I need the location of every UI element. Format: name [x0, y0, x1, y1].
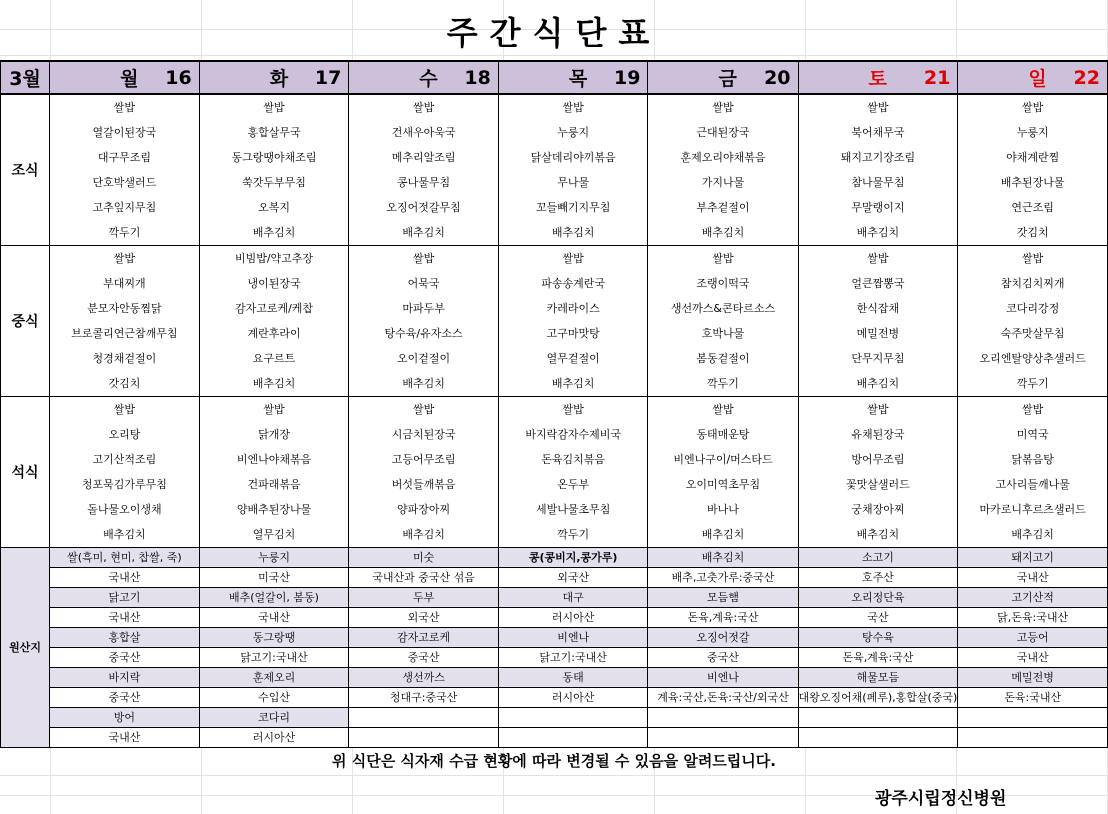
dish-item: 배추김치 — [856, 528, 900, 541]
origin-ingredient: 콩(콩비지,콩가루) — [498, 548, 648, 568]
dish-item: 연근조림 — [1011, 201, 1054, 214]
origin-ingredient: 대구 — [498, 588, 648, 608]
meal-row — [1, 246, 1108, 397]
dish-item: 감자고로케/케찹 — [234, 302, 314, 315]
origin-ingredient: 돼지고기 — [958, 548, 1108, 568]
dish-item: 쌀밥 — [712, 101, 734, 114]
dish-item: 배추김치 — [856, 226, 900, 239]
dish-item: 깍두기 — [1016, 377, 1049, 390]
dish-item: 단무지무침 — [851, 352, 905, 365]
dish-item: 북어채무국 — [851, 126, 905, 139]
dish-item: 돌나물오이생채 — [87, 503, 162, 516]
origin-country-row — [1, 648, 1108, 668]
meal-row — [1, 94, 1108, 246]
origin-ingredient: 코다리 — [199, 708, 349, 728]
dish-item: 비빔밥/약고추장 — [234, 252, 314, 265]
meal-label: 조식 — [1, 94, 50, 246]
dish-item: 오이겉절이 — [397, 352, 451, 365]
dish-item: 깍두기 — [557, 528, 590, 541]
dish-item: 카레라이스 — [546, 302, 600, 315]
origin-country: 국내산 — [958, 568, 1108, 588]
meal-cell — [648, 94, 798, 246]
hospital-name: 광주시립정신병원 — [875, 789, 1007, 809]
origin-ingredient: 바지락 — [50, 668, 200, 688]
dish-item: 참치김치찌개 — [1000, 277, 1065, 290]
origin-country: 호주산 — [798, 568, 958, 588]
day-header — [498, 61, 648, 94]
dish-item: 건새우아욱국 — [391, 126, 456, 139]
day-date: 19 — [614, 66, 641, 89]
origin-ingredient — [958, 708, 1108, 728]
day-name: 토 — [868, 68, 887, 90]
origin-country-row — [1, 688, 1108, 708]
dish-item: 배추김치 — [402, 377, 445, 390]
day-name: 화 — [269, 68, 289, 90]
dish-item: 탕수육/유자소스 — [384, 327, 463, 340]
dish-item: 닭볶음탕 — [1011, 453, 1054, 466]
dish-item: 배추김치 — [1011, 528, 1054, 541]
day-header — [199, 61, 349, 94]
dish-item: 시금치된장국 — [391, 428, 456, 441]
origin-country: 국내산 — [958, 648, 1108, 668]
origin-country: 청대구:중국산 — [349, 688, 499, 708]
meal-cell — [50, 397, 200, 548]
dish-item: 고기산적조림 — [92, 453, 157, 466]
origin-ingredient: 고기산적 — [958, 588, 1108, 608]
dish-item: 오징어젓갈무침 — [386, 201, 461, 214]
meal-cell — [498, 397, 648, 548]
origin-country: 러시아산 — [199, 728, 349, 748]
origin-country: 러시아산 — [498, 608, 648, 628]
dish-item: 쌀밥 — [712, 403, 734, 416]
weekly-menu-table — [0, 60, 1108, 748]
origin-ingredient: 방어 — [50, 708, 200, 728]
day-header — [958, 61, 1108, 94]
meal-cell — [958, 246, 1108, 397]
page-title: 주간식단표 — [446, 14, 662, 52]
dish-item: 브로콜리연근참깨무침 — [71, 327, 178, 340]
dish-item: 얼큰짬뽕국 — [851, 277, 905, 290]
dish-item: 고등어무조림 — [391, 453, 456, 466]
day-date: 22 — [1073, 66, 1100, 89]
origin-country: 국내산 — [50, 728, 200, 748]
day-date: 20 — [764, 66, 791, 89]
dish-item: 세발나물초무침 — [535, 503, 611, 516]
origin-country — [798, 728, 958, 748]
origin-ingredient: 동그랑땡 — [199, 628, 349, 648]
dish-item: 부대찌개 — [103, 277, 146, 290]
dish-item: 계란후라이 — [247, 327, 301, 340]
dish-item: 쌀밥 — [412, 252, 435, 265]
origin-country: 외국산 — [349, 608, 499, 628]
meal-cell — [50, 246, 200, 397]
dish-item: 메밀전병 — [856, 327, 900, 340]
origin-ingredient: 훈제오리 — [199, 668, 349, 688]
origin-item-row — [1, 588, 1108, 608]
origin-country: 국내산과 중국산 섞음 — [349, 568, 499, 588]
origin-country: 돈육:국내산 — [958, 688, 1108, 708]
dish-item: 동그랑땡야채조림 — [231, 151, 317, 164]
origin-ingredient: 누룽지 — [199, 548, 349, 568]
dish-item: 꽃맛살샐러드 — [846, 478, 910, 491]
origin-country — [498, 728, 648, 748]
dish-item: 양파장아찌 — [397, 503, 451, 516]
day-name: 금 — [718, 68, 737, 90]
dish-item: 배추김치 — [402, 528, 445, 541]
dish-item: 한식잡채 — [856, 302, 900, 315]
dish-item: 비엔나야채볶음 — [236, 453, 312, 466]
dish-item: 오리탕 — [108, 428, 141, 441]
meal-cell — [648, 246, 798, 397]
dish-item: 호박나물 — [701, 327, 745, 340]
dish-item: 쌀밥 — [412, 101, 435, 114]
dish-item: 쌀밥 — [1022, 101, 1044, 114]
dish-item: 코다리강정 — [1006, 302, 1060, 315]
dish-item: 누룽지 — [1016, 126, 1049, 139]
origin-ingredient: 소고기 — [798, 548, 958, 568]
dish-item: 돼지고기장조림 — [840, 151, 916, 164]
dish-item: 마카로니후르츠샐러드 — [979, 503, 1086, 516]
dish-item: 쌀밥 — [263, 403, 285, 416]
month-label: 3월 — [1, 61, 50, 94]
dish-item: 파송송계란국 — [541, 277, 606, 290]
dish-item: 유채된장국 — [851, 428, 905, 441]
dish-item: 쌀밥 — [562, 252, 584, 265]
dish-item: 오이미역초무침 — [685, 478, 761, 491]
dish-item: 대구무조림 — [97, 151, 151, 164]
dish-item: 마파두부 — [402, 302, 445, 315]
dish-item: 메추리알조림 — [391, 151, 456, 164]
meal-cell — [199, 397, 349, 548]
origin-ingredient: 닭고기 — [50, 588, 200, 608]
origin-ingredient: 오리정단육 — [798, 588, 958, 608]
meal-cell — [798, 246, 958, 397]
day-header — [349, 61, 499, 94]
dish-item: 냉이된장국 — [247, 277, 301, 290]
dish-item: 쌀밥 — [867, 252, 889, 265]
dish-item: 쑥갓두부무침 — [242, 176, 306, 189]
dish-item: 배추김치 — [551, 377, 595, 390]
day-header — [648, 61, 798, 94]
dish-item: 고사리들깨나물 — [995, 478, 1070, 491]
origin-ingredient — [798, 708, 958, 728]
meal-cell — [349, 246, 499, 397]
dish-item: 근대된장국 — [696, 126, 750, 139]
dish-item: 쌀밥 — [263, 101, 285, 114]
dish-item: 부추겉절이 — [696, 201, 750, 214]
dish-item: 양배추된장나물 — [236, 503, 312, 516]
meal-cell — [199, 94, 349, 246]
origin-country: 미국산 — [199, 568, 349, 588]
origin-ingredient: 홍합살 — [50, 628, 200, 648]
dish-item: 열무겉절이 — [546, 352, 600, 365]
dish-item: 갓김치 — [108, 377, 141, 390]
meal-cell — [798, 397, 958, 548]
meal-cell — [958, 94, 1108, 246]
day-name: 수 — [419, 68, 438, 90]
origin-item-row — [1, 628, 1108, 648]
dish-item: 청경채겉절이 — [92, 352, 157, 365]
dish-item: 훈제오리야채볶음 — [680, 151, 766, 164]
origin-country-row — [1, 608, 1108, 628]
dish-item: 쌀밥 — [562, 403, 584, 416]
dish-item: 열갈이된장국 — [92, 126, 157, 139]
dish-item: 열무김치 — [252, 528, 296, 541]
meal-cell — [648, 397, 798, 548]
origin-ingredient: 생선까스 — [349, 668, 499, 688]
dish-item: 봄동겉절이 — [696, 352, 750, 365]
dish-item: 배추김치 — [252, 377, 296, 390]
origin-ingredient: 메밀전병 — [958, 668, 1108, 688]
origin-ingredient: 감자고로케 — [349, 628, 499, 648]
dish-item: 쌀밥 — [867, 403, 889, 416]
origin-country-row — [1, 728, 1108, 748]
dish-item: 분모자안동찜닭 — [87, 302, 162, 315]
dish-item: 갓김치 — [1016, 226, 1049, 239]
dish-item: 돈육김치볶음 — [541, 453, 606, 466]
origin-ingredient: 모듬햄 — [648, 588, 798, 608]
dish-item: 쌀밥 — [562, 101, 584, 114]
dish-item: 버섯들깨볶음 — [391, 478, 456, 491]
dish-item: 궁채장아찌 — [851, 503, 905, 516]
meal-cell — [498, 246, 648, 397]
origin-ingredient — [349, 708, 499, 728]
dish-item: 청포묵김가루무침 — [81, 478, 167, 491]
dish-item: 바나나 — [707, 503, 739, 516]
origin-country: 국내산 — [199, 608, 349, 628]
origin-country: 외국산 — [498, 568, 648, 588]
origin-country: 대왕오징어채(페루),홍합살(중국) — [798, 688, 958, 708]
dish-item: 가지나물 — [701, 176, 745, 189]
origin-ingredient: 동태 — [498, 668, 648, 688]
origin-ingredient: 배추(얼갈이, 봄동) — [199, 588, 349, 608]
origin-country: 돈육,계육:국산 — [798, 648, 958, 668]
day-header — [798, 61, 958, 94]
dish-item: 건파래볶음 — [247, 478, 301, 491]
dish-item: 쌀밥 — [113, 101, 136, 114]
day-header-row — [1, 61, 1108, 94]
meal-cell — [349, 94, 499, 246]
dish-item: 깍두기 — [707, 377, 739, 390]
dish-item: 숙주맛살무침 — [1000, 327, 1065, 340]
origin-ingredient: 배추김치 — [648, 548, 798, 568]
dish-item: 단호박샐러드 — [92, 176, 157, 189]
dish-item: 닭개장 — [258, 428, 290, 441]
dish-item: 바지락감자수제비국 — [525, 428, 621, 441]
day-date: 21 — [923, 66, 951, 89]
origin-country: 배추,고춧가루:중국산 — [648, 568, 798, 588]
dish-item: 배추김치 — [856, 377, 900, 390]
dish-item: 배추김치 — [252, 226, 296, 239]
dish-item: 동태매운탕 — [696, 428, 750, 441]
origin-country — [958, 728, 1108, 748]
origin-ingredient: 해물모듬 — [798, 668, 958, 688]
day-date: 17 — [314, 66, 342, 89]
dish-item: 조랭이떡국 — [696, 277, 750, 290]
day-date: 18 — [464, 66, 491, 89]
origin-ingredient: 비엔나 — [498, 628, 648, 648]
meal-label: 중식 — [1, 246, 50, 397]
dish-item: 배추김치 — [701, 226, 745, 239]
dish-item: 어묵국 — [407, 277, 440, 290]
dish-item: 쌀밥 — [113, 403, 136, 416]
origin-country — [349, 728, 499, 748]
origin-country: 돈육,계육:국산 — [648, 608, 798, 628]
meal-label: 석식 — [1, 397, 50, 548]
meal-cell — [798, 94, 958, 246]
dish-item: 비엔나구이/머스타드 — [673, 453, 773, 466]
dish-item: 오복지 — [258, 201, 290, 214]
dish-item: 온두부 — [557, 478, 590, 491]
dish-item: 누룽지 — [557, 126, 590, 139]
origin-country: 중국산 — [648, 648, 798, 668]
origin-ingredient: 두부 — [349, 588, 499, 608]
meal-cell — [498, 94, 648, 246]
origin-country: 국내산 — [50, 608, 200, 628]
origin-ingredient: 미숫 — [349, 548, 499, 568]
dish-item: 쌀밥 — [1022, 252, 1044, 265]
meal-cell — [349, 397, 499, 548]
dish-item: 콩나물무침 — [397, 176, 451, 189]
dish-item: 배추된장나물 — [1000, 176, 1065, 189]
dish-item: 오리엔탈양상추샐러드 — [979, 352, 1086, 365]
origin-ingredient: 쌀(흑미, 현미, 찹쌀, 죽) — [50, 548, 200, 568]
origin-country: 수입산 — [199, 688, 349, 708]
dish-item: 쌀밥 — [412, 403, 435, 416]
origin-country: 닭고기:국내산 — [498, 648, 648, 668]
origin-item-row — [1, 668, 1108, 688]
dish-item: 고추잎지무침 — [92, 201, 157, 214]
dish-item: 홍합살무국 — [247, 126, 301, 139]
dish-item: 야채계란찜 — [1006, 151, 1060, 164]
origin-country: 중국산 — [50, 648, 200, 668]
day-name: 일 — [1028, 68, 1047, 90]
day-date: 16 — [165, 66, 192, 89]
origin-country-row — [1, 568, 1108, 588]
meal-cell — [50, 94, 200, 246]
meal-row — [1, 397, 1108, 548]
dish-item: 무나물 — [557, 176, 590, 189]
origin-ingredient: 고등어 — [958, 628, 1108, 648]
dish-item: 쌀밥 — [113, 252, 136, 265]
origin-ingredient: 탕수육 — [798, 628, 958, 648]
dish-item: 배추김치 — [551, 226, 595, 239]
origin-country: 계육:국산,돈육:국산/외국산 — [648, 688, 798, 708]
day-name: 목 — [568, 68, 588, 90]
origin-item-row — [1, 708, 1108, 728]
dish-item: 쌀밥 — [712, 252, 734, 265]
origin-country: 닭고기:국내산 — [199, 648, 349, 668]
origin-ingredient — [498, 708, 648, 728]
dish-item: 꼬들빼기지무침 — [535, 201, 611, 214]
dish-item: 깍두기 — [108, 226, 141, 239]
dish-item: 배추김치 — [701, 528, 745, 541]
origin-country: 닭,돈육:국내산 — [958, 608, 1108, 628]
origin-country: 국산 — [798, 608, 958, 628]
dish-item: 미역국 — [1016, 428, 1049, 441]
dish-item: 생선까스&콘타르소스 — [670, 302, 776, 315]
day-header — [50, 61, 200, 94]
origin-country: 중국산 — [349, 648, 499, 668]
dish-item: 쌀밥 — [1022, 403, 1044, 416]
notice-text: 위 식단은 식자재 수급 현황에 따라 변경될 수 있음을 알려드립니다. — [332, 752, 776, 770]
dish-item: 배추김치 — [402, 226, 445, 239]
meal-cell — [199, 246, 349, 397]
dish-item: 요구르트 — [252, 352, 296, 365]
origin-country: 국내산 — [50, 568, 200, 588]
dish-item: 닭살데리야끼볶음 — [530, 151, 616, 164]
dish-item: 배추김치 — [103, 528, 146, 541]
origin-country: 중국산 — [50, 688, 200, 708]
origin-ingredient: 비엔나 — [648, 668, 798, 688]
origin-label: 원산지 — [1, 548, 50, 748]
dish-item: 고구마맛탕 — [546, 327, 600, 340]
origin-country — [648, 728, 798, 748]
day-name: 월 — [120, 68, 139, 90]
meal-cell — [958, 397, 1108, 548]
dish-item: 무말랭이지 — [851, 201, 905, 214]
dish-item: 방어무조림 — [851, 453, 905, 466]
dish-item: 쌀밥 — [867, 101, 889, 114]
dish-item: 참나물무침 — [851, 176, 905, 189]
origin-country: 러시아산 — [498, 688, 648, 708]
origin-ingredient: 오징어젓갈 — [648, 628, 798, 648]
origin-item-row — [1, 548, 1108, 568]
origin-ingredient — [648, 708, 798, 728]
